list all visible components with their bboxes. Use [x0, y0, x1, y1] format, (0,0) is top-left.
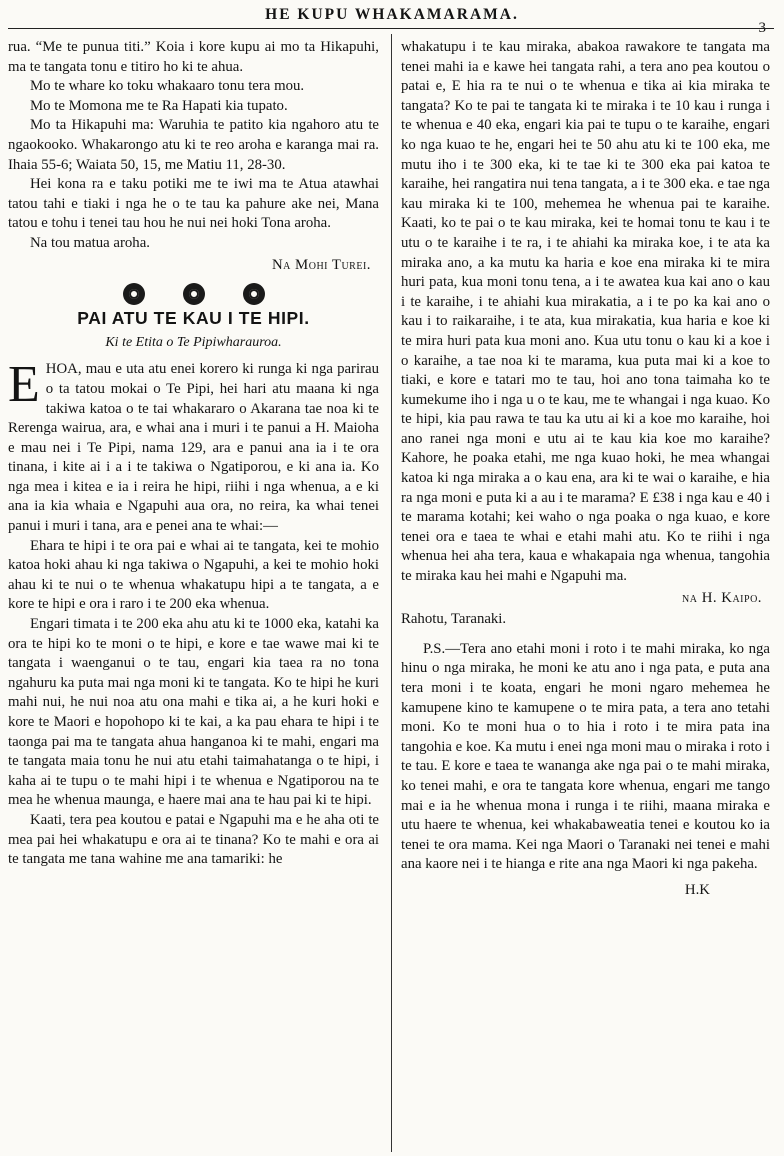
left-column	[8, 38, 379, 870]
paragraph: Mo ta Hikapuhi ma: Waruhia te patito kia ngahoro atu te ngaokooko. Whakarongo atu ki te reo aroha e karanga mai ra. Ihaia 55-6; Waiata 50, 15, me Matiu 11, 28-30.	[8, 117, 379, 173]
paragraph: Mo te whare ko toku whakaaro tonu tera mou.	[30, 78, 305, 95]
right-column	[401, 38, 770, 901]
header-rule	[8, 28, 774, 29]
postscript: P.S.—Tera ano etahi moni i roto i te mahi miraka, ko nga hinu o nga miraka, he moni ke atu ano i nga pata, e puta ana tera moni i te koata, engari he moni ngaro mehemea he kamupene kino te kamupene o te mira pata, a tera ano tetahi moni. Ko te moni hua o to hia i roto i te mira pata ina tangohia e koe. Ka mutu i enei nga moni mau o miraka i roto i te tau. E kore e taea te wananga ake nga pai o te mahi miraka, ko tenei mahi, e ora te tangata kore whenua, engari me tango mai e ia he whenua mona i runga i te riihi, maana miraka e utu haere te whenua, kei whakabaweatia tenei e koutou ko ia tenei te ora mama. Kei nga Maori o Taranaki nei tenei e mahi ana kaore nei i te hianga e rite ana nga Maori ki nga pakeha.	[401, 640, 770, 873]
article-subtitle: Ki te Etita o Te Pipiwharauroa.	[105, 334, 282, 350]
flower-ornament-icon	[123, 283, 145, 305]
running-head: HE KUPU WHAKAMARAMA.	[265, 6, 519, 23]
column-rule	[391, 34, 392, 1152]
flower-ornament-icon	[243, 283, 265, 305]
first-paragraph	[8, 356, 379, 536]
paragraph: Hei kona ra e taku potiki me te iwi ma te Atua atawhai tatou tahi e tiaki i nga he o te tau ka pahure ake nei, Mana tatou e tohu i tenei tau hou he nui nei hoki Tona aroha.	[8, 176, 379, 232]
place-line: Rahotu, Taranaki.	[401, 611, 507, 628]
paragraph: rua. “Me te punua titi.” Koia i kore kupu ai mo ta Hikapuhi, ma te tangata tonu e titiro ho ki te ahua.	[8, 39, 379, 75]
page-number: 3	[758, 20, 766, 36]
first-paragraph-text: HOA, mau e uta atu enei korero ki runga ki nga parirau o ta tatou mokai o Te Pipi, hei hari atu maana ki nga takiwa katoa o te tai whakararo o Akarana tae noa ki te Rerenga wairua, ara, e whai ana i muri i te panui a H. Maioha e mau nei i Te Pipi, nama 129, ara e panui ana ia i te ora tinana, i kite ai i a i te takiwa o Ngatiporou, e ki ana ia. Ko nga mea i kitea e ia i reira he hipi, riihi i nga whenua, a e ki ana ia kia whaia e Ngapuhi aua ora, no reira, ka whai tenei panui i muri i tana, ara e penei ana te whai:—	[8, 361, 379, 535]
article-title: PAI ATU TE KAU I TE HIPI.	[77, 308, 310, 329]
drop-cap: E	[8, 356, 40, 414]
paragraph: whakatupu i te kau miraka, abakoa rawakore te tangata ma tenei mahi ia e kawe hei tangata rahi, a tera ano pea koutou o patai e, E hia ra te nui o te whenua e tika ai kia miraka te tangata? Ko te pai te tangata ki te miraka i te 10 kau i runga i te whenua e 40 eka, engari kia pai te tupu o te karaihe, engari ko nga kuao te he, engari hei te 50 ahu atu ki te 100 eka, me mutu iho i te 300 eka, ki te tae ki te 300 eka pai katoa te karaihe, hei rangatira nui tena tangata, a i te 300 eka. e tae nga kau miraka ki te 100, mehemea he whenua pai te karaihe. Kaati, ko te pai o te kau miraka, kei te homai tonu te kau i te utu o te karaihe i te ra, i te ahiahi ka miraka koe, i te ata ka miraka ano, a ka mutu ka haria e koe ena miraka ki te mira huri pata, kua moni tonu tena, a i te awatea kua kai ano o kau i te karaihe, i te ahiahi kua mirakatia, a i te po ka kai ano o kau i to raikaraihe, i te ata, kua mirakatia, kua haria e koe ki te mira huri pata kua moni ano. Kua utu tonu o kau ki a koe i o karaihe, a tae noa ki te marama, kua puta mai ki a koe to tiaki, e kore e tatari mo te tau, hoi ano tona taimaha ko te kumekume iho i nga u o te kau, me te whangai i nga kuao. Ko te hipi, kia pau rawa te tau ka utu ai ki a koe mo karaihe, hoi ano ranei nga moni e utu ai te kau kia koe mo karaihe? Kahore, he poaka etahi, me nga kuao hoki, he mea whangai katoa ki nga miraka a o kau ena, ara ki te wai o karaihe, e hia ra nga moni e puta ki a au i te marama? E £38 i nga kau e 40 i te marama kotahi; kei waho o nga poaka o nga kuao, e kore tenei ora e taea te whai e etahi mahi atu. Ko te riihi i nga whenua hei aha tera, kaua e whakapaia nga whenua, tangohia te miraka kau hei mahi e Ngapuhi ma.	[401, 39, 770, 585]
paragraph: Mo te Momona me te Ra Hapati kia tupato.	[30, 97, 288, 114]
paragraph: Ehara te hipi i te ora pai e whai ai te tangata, kei te mohio katoa hoki ahau ki nga takiwa o Ngapuhi, a kei te mohio hoki ahau ki te nui o te whenua whakatupu hipi a te tangata, a e kore te hipi e ora i raro i te 200 eka whenua.	[8, 537, 379, 613]
ornament-row	[8, 283, 379, 305]
initials: H.K	[684, 881, 710, 898]
flower-ornament-icon	[183, 283, 205, 305]
signature: Na Mohi Turei.	[271, 256, 371, 273]
paragraph: Engari timata i te 200 eka ahu atu ki te 1000 eka, katahi ka ora te hipi ko te moni o te hipi, e kore e tae wawe mai ki te tangata i waenganui o te tau, engari kia taea ra no tona ngahuru ka puta mai nga moni ki te tangata. Ko te hipi he kuri mahi nui, he nui noa atu ona mahi e tika ai, a he kuri hoki e kore te Maori e hopohopo ki te kai, a ka pau ehara te hipi i te taonga pai ma te tangata ahua hanganoa ki te mahi, engari ma te tangata maia tonu he nui atu etahi taimahatanga o te hipi, i kaha ai te tupu o te mahi hipi i te whenua e Ngatiporou na te mea he whenua maunga, e haere mai ana te hau pai ki te hipi.	[8, 616, 379, 809]
paragraph: Kaati, tera pea koutou e patai e Ngapuhi ma e he aha oti te mea pai hei whakatupu e ora ai te tinana? Ko te mahi e ora ai te tangata me tana wahine me ana tamariki: he	[8, 811, 379, 868]
signature: na H. Kaipo.	[682, 589, 762, 606]
paragraph: Na tou matua aroha.	[30, 234, 150, 251]
